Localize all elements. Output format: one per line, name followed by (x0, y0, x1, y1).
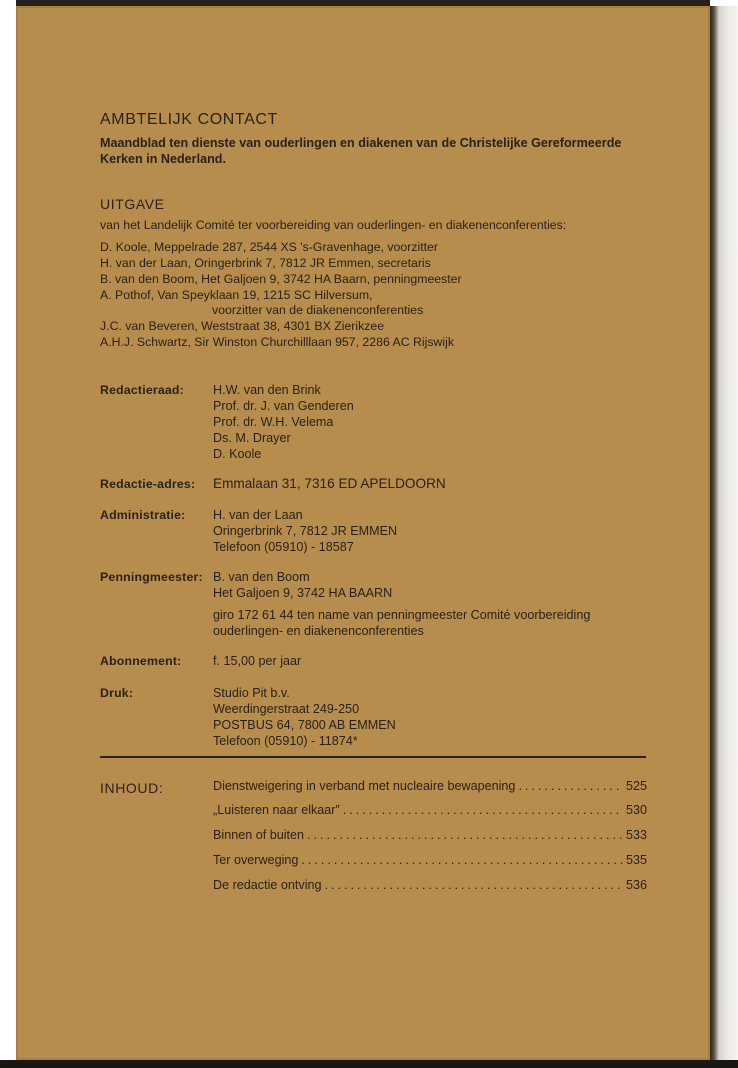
magazine-title: AMBTELIJK CONTACT (100, 111, 278, 128)
redactieraad-label: Redactieraad: (100, 383, 184, 397)
druk-line: POSTBUS 64, 7800 AB EMMEN (213, 718, 396, 732)
toc-page: 525 (625, 779, 647, 793)
member-line: A.H.J. Schwartz, Sir Winston Churchilllaan 957, 2286 AC Rijswijk (100, 335, 455, 349)
redactieraad-line: D. Koole (213, 447, 262, 461)
penningmeester-line: Het Galjoen 9, 3742 HA BAARN (213, 586, 393, 600)
member-line: D. Koole, Meppelrade 287, 2544 XS 's-Gravenhage, voorzitter (100, 240, 438, 254)
giro-line-1: giro 172 61 44 ten name van penningmeester Comité voorbereiding (213, 608, 591, 622)
toc-entry[interactable] (213, 853, 647, 873)
druk-line: Telefoon (05910) - 11874* (213, 734, 358, 748)
toc-leader (307, 828, 623, 842)
toc-entry[interactable] (213, 803, 647, 823)
toc-leader (518, 779, 623, 793)
redactieraad-line: H.W. van den Brink (213, 383, 321, 397)
member-line-continued: voorzitter van de diakenenconferenties (212, 303, 424, 317)
redactieraad-line: Prof. dr. W.H. Velema (213, 415, 334, 429)
member-line: J.C. van Beveren, Weststraat 38, 4301 BX Zierikzee (100, 319, 385, 333)
toc-page: 536 (625, 878, 647, 892)
redactieraad-line: Prof. dr. J. van Genderen (213, 399, 354, 413)
toc-entry[interactable] (213, 779, 647, 799)
toc-page: 530 (625, 803, 647, 817)
member-line: A. Pothof, Van Speyklaan 19, 1215 SC Hilversum, (100, 288, 373, 302)
toc-page: 533 (625, 828, 647, 842)
giro-line-2: ouderlingen- en diakenenconferenties (213, 624, 424, 638)
toc-entry[interactable] (213, 878, 647, 898)
member-line: H. van der Laan, Oringerbrink 7, 7812 JR Emmen, secretaris (100, 256, 431, 270)
penningmeester-line: B. van den Boom (213, 570, 310, 584)
toc-title: Ter overweging (213, 853, 299, 867)
toc-entry[interactable] (213, 828, 647, 848)
toc-title: De redactie ontving (213, 878, 322, 892)
abonnement-label: Abonnement: (100, 654, 182, 668)
druk-line: Studio Pit b.v. (213, 686, 290, 700)
administratie-label: Administratie: (100, 508, 186, 522)
uitgave-heading: UITGAVE (100, 196, 165, 212)
administratie-line: H. van der Laan (213, 508, 303, 522)
toc-leader (343, 803, 623, 817)
toc-title: „Luisteren naar elkaar” (213, 803, 340, 817)
redactieraad-line: Ds. M. Drayer (213, 431, 291, 445)
toc-title: Dienstweigering in verband met nucleaire bewapening (213, 779, 516, 793)
scan-right-edge (710, 6, 738, 1068)
uitgave-intro: van het Landelijk Comité ter voorbereiding van ouderlingen- en diakenenconferenties: (100, 218, 567, 232)
administratie-line: Oringerbrink 7, 7812 JR EMMEN (213, 524, 398, 538)
redactie-adres-value: Emmalaan 31, 7316 ED APELDOORN (213, 476, 446, 491)
inhoud-label: INHOUD: (100, 780, 164, 796)
druk-label: Druk: (100, 686, 134, 700)
toc-page: 535 (625, 853, 647, 867)
subtitle-line-2: Kerken in Nederland. (100, 152, 226, 166)
section-divider (100, 756, 646, 758)
administratie-line: Telefoon (05910) - 18587 (213, 540, 354, 554)
redactie-adres-label: Redactie-adres: (100, 477, 196, 491)
druk-line: Weerdingerstraat 249-250 (213, 702, 360, 716)
subtitle-line-1: Maandblad ten dienste van ouderlingen en diakenen van de Christelijke Gereformeerde (100, 136, 622, 150)
toc-leader (301, 853, 623, 867)
scan-bottom-edge (0, 1060, 738, 1068)
toc-leader (325, 878, 623, 892)
member-line: B. van den Boom, Het Galjoen 9, 3742 HA Baarn, penningmeester (100, 272, 462, 286)
abonnement-value: f. 15,00 per jaar (213, 654, 302, 668)
toc-title: Binnen of buiten (213, 828, 305, 842)
penningmeester-label: Penningmeester: (100, 570, 203, 584)
